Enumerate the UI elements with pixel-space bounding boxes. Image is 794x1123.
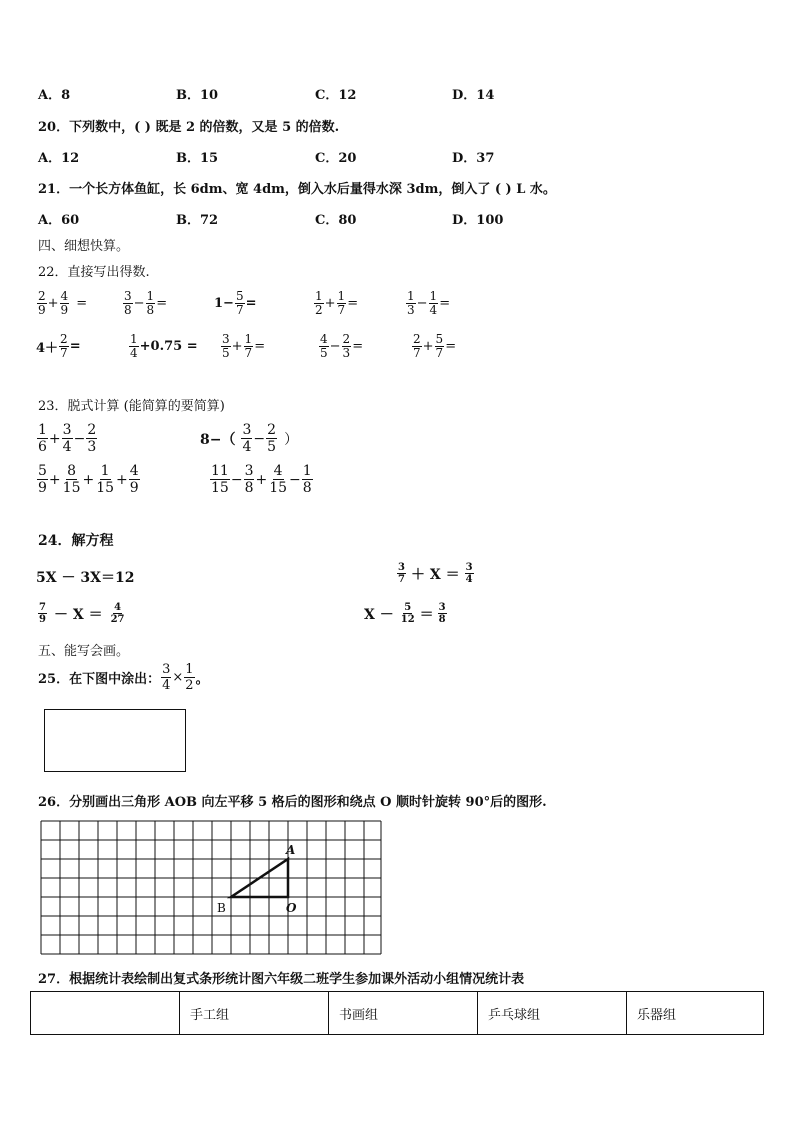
fraction: $\frac{3}{8}$ [124, 289, 132, 317]
q22-item-3: 1− $\frac{5}{7}$ = [214, 289, 257, 317]
q24-equation-4: X － $\frac{5}{12}$ ＝ $\frac{3}{8}$ [364, 602, 446, 625]
fraction: $\frac{11}{15}$ [211, 463, 229, 496]
fraction: $\frac{4}{5}$ [320, 332, 328, 360]
q22-item-9: $\frac{4}{5}$ − $\frac{2}{3}$ = [320, 332, 364, 360]
fraction: $\frac{2}{9}$ [38, 289, 46, 317]
table-header-music: 乐器组 [627, 992, 764, 1035]
fraction: $\frac{3}{4}$ [62, 422, 72, 455]
table-cell [31, 992, 180, 1035]
fraction: $\frac{4}{9}$ [60, 289, 69, 317]
q24-equation-2: $\frac{3}{7}$ ＋ X ＝ $\frac{3}{4}$ [398, 562, 473, 585]
q20-option-c: C．20 [315, 151, 357, 166]
q23-expression-3: $\frac{5}{9}$ + $\frac{8}{15}$ + $\frac{1}{15}$ + $\frac{4}{9}$ [38, 463, 139, 496]
q23-title: 23．脱式计算 (能简算的要简算) [38, 399, 225, 414]
q19-option-b: B．10 [176, 88, 219, 103]
fraction: $\frac{4}{15}$ [269, 463, 288, 496]
q25-prompt: 25．在下图中涂出： $\frac{3}{4}$ × $\frac{1}{2}$ 。 [38, 662, 209, 693]
fraction: $\frac{8}{15}$ [62, 463, 81, 496]
fraction: $\frac{7}{9}$ [39, 602, 46, 625]
section-5-heading: 五、能写会画。 [38, 644, 130, 659]
q22-item-8: $\frac{3}{5}$ + $\frac{1}{7}$ = [222, 332, 266, 360]
fraction: $\frac{2}{7}$ [413, 332, 421, 360]
q23-expression-1: $\frac{1}{6}$ + $\frac{3}{4}$ − $\frac{2}{3}$ [38, 422, 97, 455]
fraction: $\frac{3}{7}$ [398, 562, 405, 585]
fraction: $\frac{1}{4}$ [429, 289, 438, 317]
fraction: $\frac{1}{8}$ [146, 289, 155, 317]
fraction: $\frac{3}{5}$ [222, 332, 230, 360]
fraction: $\frac{1}{7}$ [337, 289, 346, 317]
q25-shading-rectangle[interactable] [44, 709, 186, 772]
fraction: $\frac{3}{4}$ [242, 422, 252, 455]
fraction: $\frac{1}{2}$ [185, 662, 194, 693]
q22-item-10: $\frac{2}{7}$ + $\frac{5}{7}$ = [413, 332, 457, 360]
q19-option-a: A．8 [38, 88, 71, 103]
fraction: $\frac{1}{15}$ [96, 463, 115, 496]
q27-prompt: 27．根据统计表绘制出复式条形统计图六年级二班学生参加课外活动小组情况统计表 [38, 972, 525, 987]
q26-grid[interactable] [40, 820, 382, 956]
q21-option-b: B．72 [176, 213, 219, 228]
q22-item-6: 4＋ $\frac{2}{7}$ = [36, 332, 81, 360]
fraction: $\frac{1}{8}$ [302, 463, 312, 496]
fraction: $\frac{5}{7}$ [435, 332, 444, 360]
q19-option-c: C．12 [315, 88, 357, 103]
table-header-row [31, 992, 764, 1035]
fraction: $\frac{3}{8}$ [438, 602, 446, 625]
fraction: $\frac{2}{3}$ [87, 422, 97, 455]
fraction: $\frac{1}{2}$ [315, 289, 323, 317]
table-header-calligraphy: 书画组 [329, 992, 478, 1035]
q22-item-7: $\frac{1}{4}$ +0.75 = [130, 332, 198, 360]
fraction: $\frac{1}{3}$ [407, 289, 415, 317]
q20-option-d: D．37 [452, 151, 495, 166]
q22-title: 22．直接写出得数. [38, 265, 150, 280]
fraction: $\frac{4}{27}$ [110, 602, 125, 625]
fraction: $\frac{2}{3}$ [342, 332, 351, 360]
q22-item-5: $\frac{1}{3}$ − $\frac{1}{4}$ = [407, 289, 451, 317]
grid-lines [41, 821, 381, 954]
table-header-handcraft: 手工组 [180, 992, 329, 1035]
fraction: $\frac{4}{9}$ [129, 463, 139, 496]
q20-option-a: A．12 [38, 151, 80, 166]
q20-prompt: 20．下列数中，( ) 既是 2 的倍数，又是 5 的倍数. [38, 120, 340, 135]
q23-expression-2: 8−（ $\frac{3}{4}$ − $\frac{2}{5}$ ） [200, 422, 299, 455]
q19-option-d: D．14 [452, 88, 495, 103]
q24-equation-1: 5X － 3X＝12 [36, 570, 135, 586]
fraction: $\frac{5}{9}$ [38, 463, 47, 496]
q24-title: 24．解方程 [38, 533, 114, 549]
q21-option-c: C．80 [315, 213, 357, 228]
q21-prompt: 21．一个长方体鱼缸，长 6dm、宽 4dm，倒入水后量得水深 3dm，倒入了 ( ) L 水。 [38, 182, 556, 197]
fraction: $\frac{3}{4}$ [162, 662, 171, 693]
q22-item-2: $\frac{3}{8}$ − $\frac{1}{8}$ = [124, 289, 168, 317]
point-o-label: O [286, 901, 297, 915]
fraction: $\frac{3}{4}$ [465, 562, 473, 585]
q24-equation-3: $\frac{7}{9}$ － X ＝ $\frac{4}{27}$ [39, 602, 125, 625]
fraction: $\frac{1}{4}$ [130, 332, 138, 360]
point-b-label: B [217, 901, 226, 915]
q27-statistics-table [30, 991, 764, 1035]
fraction: $\frac{2}{7}$ [60, 332, 68, 360]
q23-expression-4: $\frac{11}{15}$ − $\frac{3}{8}$ + $\frac{4}{15}$ − $\frac{1}{8}$ [211, 463, 312, 496]
fraction: $\frac{2}{5}$ [267, 422, 277, 455]
section-4-heading: 四、细想快算。 [38, 239, 130, 254]
fraction: $\frac{1}{7}$ [244, 332, 253, 360]
point-a-label: A [286, 843, 296, 857]
q21-option-d: D．100 [452, 213, 504, 228]
fraction: $\frac{5}{7}$ [235, 289, 244, 317]
q26-prompt: 26．分别画出三角形 AOB 向左平移 5 格后的图形和绕点 O 顺时针旋转 90°后的图形. [38, 795, 547, 810]
q22-item-4: $\frac{1}{2}$ + $\frac{1}{7}$ = [315, 289, 359, 317]
table-header-table-tennis: 乒乓球组 [478, 992, 627, 1035]
fraction: $\frac{3}{8}$ [244, 463, 254, 496]
fraction: $\frac{1}{6}$ [38, 422, 47, 455]
q22-item-1: $\frac{2}{9}$ + $\frac{4}{9}$ = [38, 289, 88, 317]
q20-option-b: B．15 [176, 151, 219, 166]
fraction: $\frac{5}{12}$ [400, 602, 415, 625]
q21-option-a: A．60 [38, 213, 80, 228]
